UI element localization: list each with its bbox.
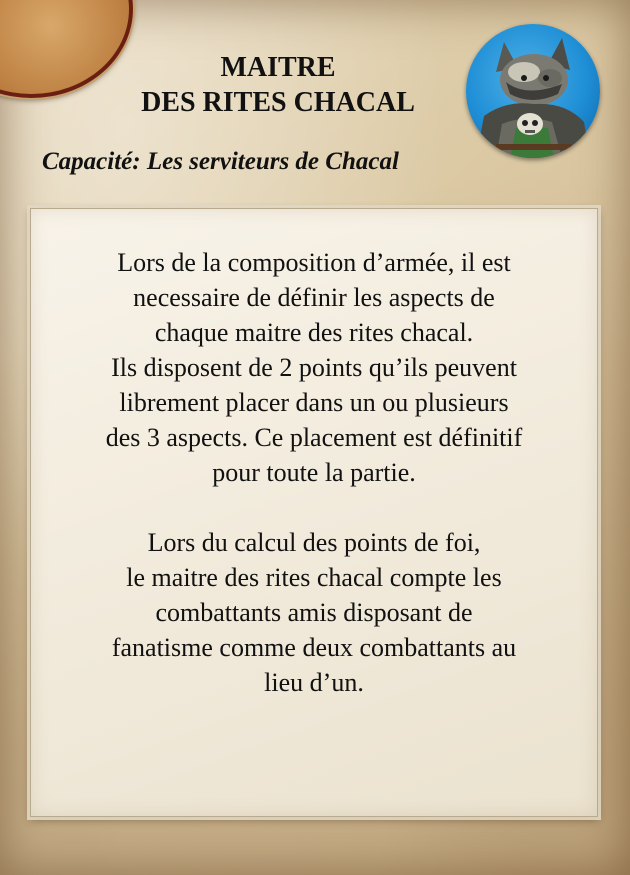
ability-heading: Capacité: Les serviteurs de Chacal [42, 148, 399, 175]
paragraph-1-line: chaque maitre des rites chacal. [154, 318, 474, 347]
jackal-warrior-portrait-icon [466, 24, 600, 158]
paragraph-2-line: Lors du calcul des points de foi, [147, 528, 481, 557]
paragraph-2-line: combattants amis disposant de [155, 598, 473, 627]
ability-description [31, 245, 597, 700]
title-line-2: DES RITES CHACAL [141, 87, 415, 118]
paragraph-2-line: lieu d’un. [264, 668, 364, 697]
paragraph-1-line: necessaire de définir les aspects de [133, 283, 495, 312]
paragraph-1-line: pour toute la partie. [212, 458, 416, 487]
ability-text-panel [30, 208, 598, 817]
paragraph-1-line: Ils disposent de 2 points qu’ils peuvent [111, 353, 517, 382]
paragraph-1-line: librement placer dans un ou plusieurs [119, 388, 509, 417]
paragraph-gap [31, 490, 597, 525]
title-line-1: MAITRE [220, 52, 336, 83]
paragraph-1-line: Lors de la composition d’armée, il est [117, 248, 511, 277]
paragraph-2-line: le maitre des rites chacal compte les [126, 563, 502, 592]
portrait-figure [466, 24, 600, 158]
paragraph-2-line: fanatisme comme deux combattants au [111, 633, 517, 662]
paragraph-1-line: des 3 aspects. Ce placement est définitif [105, 423, 523, 452]
